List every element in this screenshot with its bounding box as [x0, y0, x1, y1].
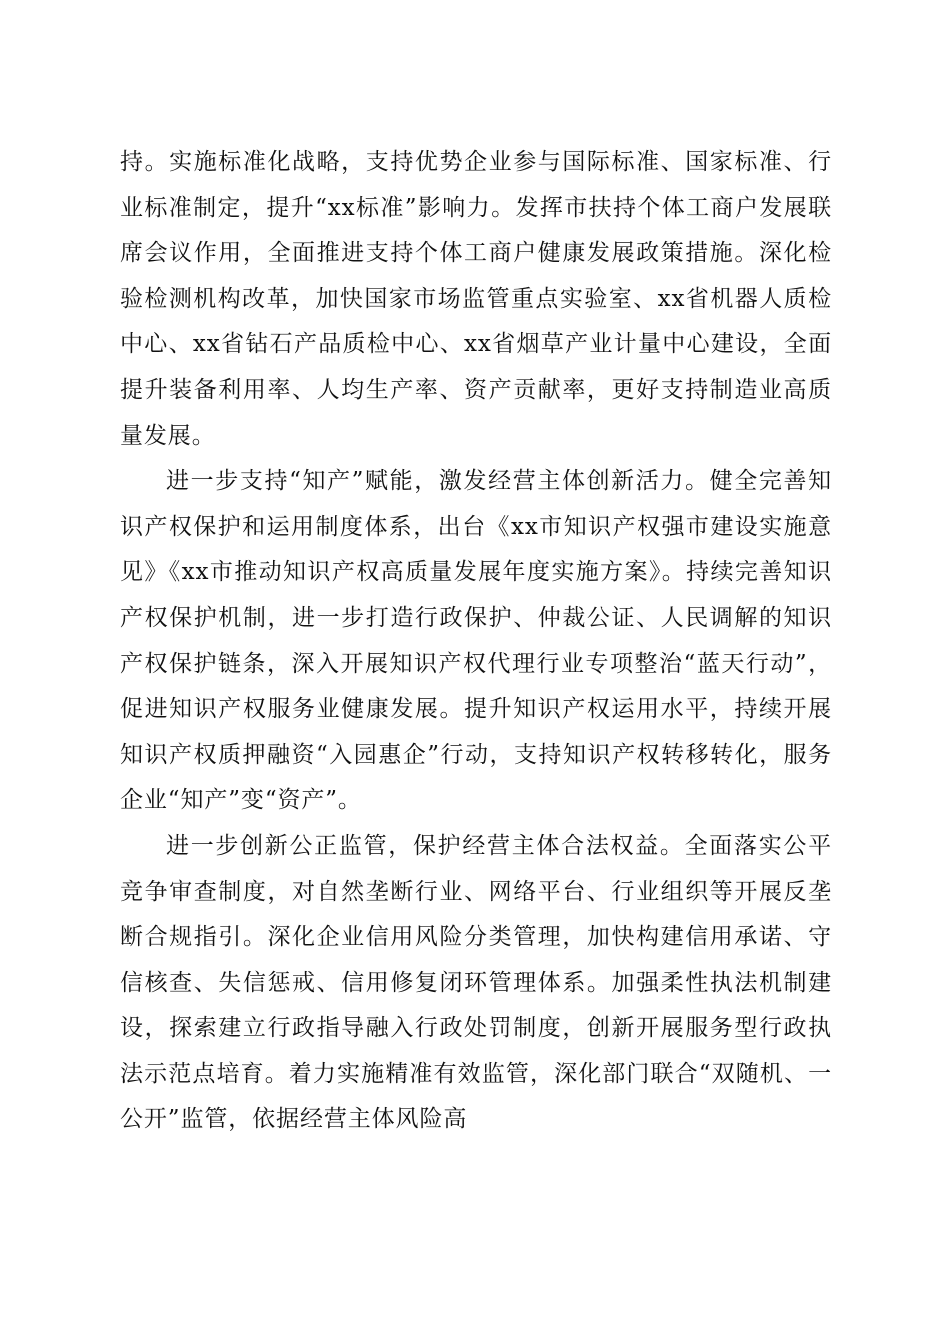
- paragraph-1: 持。实施标准化战略，支持优势企业参与国际标准、国家标准、行业标准制定，提升“xx标准”影响力。发挥市扶持个体工商户发展联席会议作用，全面推进支持个体工商户健康发展政策措施。深化检验检测机构改革，加快国家市场监管重点实验室、xx省机器人质检中心、xx省钻石产品质检中心、xx省烟草产业计量中心建设，全面提升装备利用率、人均生产率、资产贡献率，更好支持制造业高质量发展。: [120, 149, 832, 449]
- document-body: [120, 140, 832, 1143]
- paragraph-2: 进一步支持“知产”赋能，激发经营主体创新活力。健全完善知识产权保护和运用制度体系，出台《xx市知识产权强市建设实施意见》《xx市推动知识产权高质量发展年度实施方案》。持续完善知识产权保护机制，进一步打造行政保护、仲裁公证、人民调解的知识产权保护链条，深入开展知识产权代理行业专项整治“蓝天行动”，促进知识产权服务业健康发展。提升知识产权运用水平，持续开展知识产权质押融资“入园惠企”行动，支持知识产权转移转化，服务企业“知产”变“资产”。: [120, 468, 832, 814]
- paragraph-3: 进一步创新公正监管，保护经营主体合法权益。全面落实公平竞争审查制度，对自然垄断行业、网络平台、行业组织等开展反垄断合规指引。深化企业信用风险分类管理，加快构建信用承诺、守信核查、失信惩戒、信用修复闭环管理体系。加强柔性执法机制建设，探索建立行政指导融入行政处罚制度，创新开展服务型行政执法示范点培育。着力实施精准有效监管，深化部门联合“双随机、一公开”监管，依据经营主体风险高: [120, 832, 832, 1133]
